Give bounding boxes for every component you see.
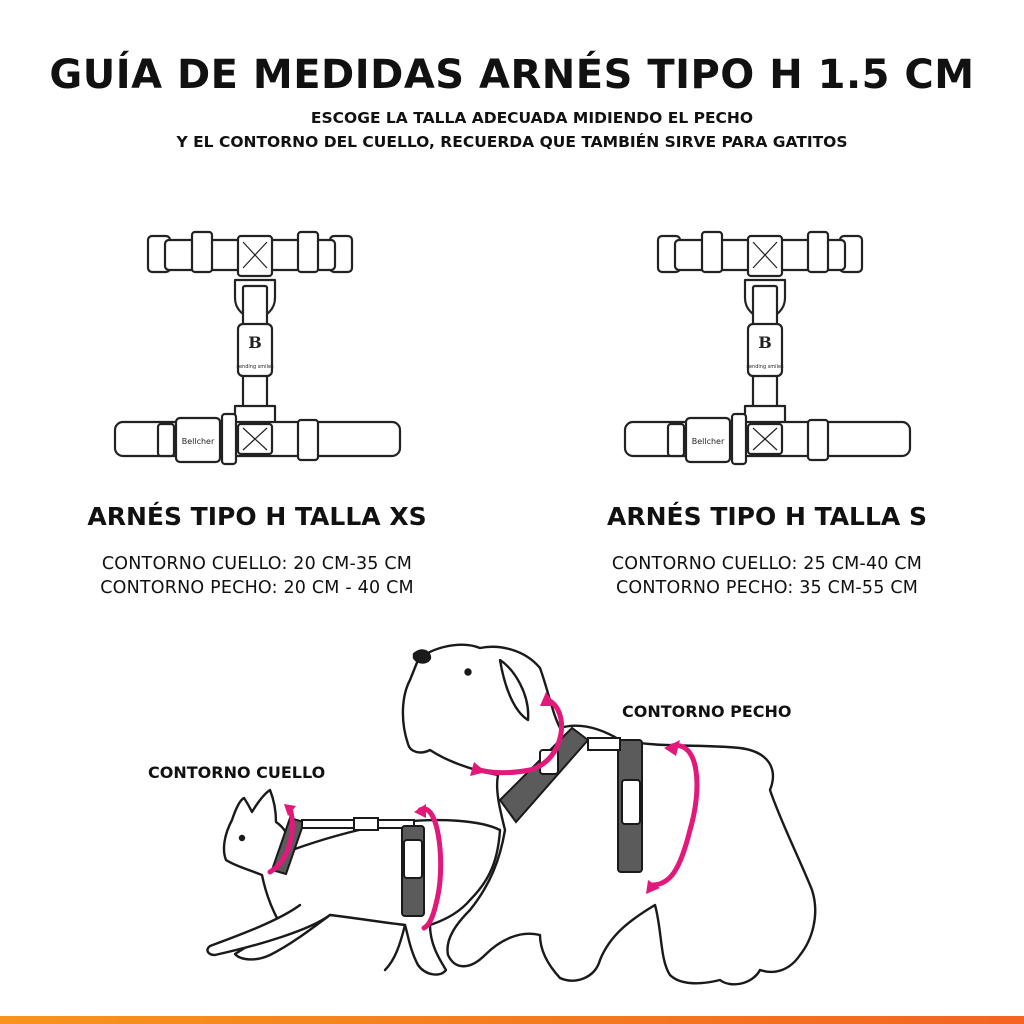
- size-xs-title: ARNÉS TIPO H TALLA XS: [87, 502, 427, 531]
- buckle-brand-text: Bellcher: [691, 437, 725, 446]
- size-s-chest: CONTORNO PECHO: 35 CM-55 CM: [615, 578, 919, 598]
- svg-text:B: B: [758, 333, 772, 352]
- neck-label: CONTORNO CUELLO: [148, 763, 326, 782]
- buckle-brand-text: Bellcher: [181, 437, 215, 446]
- dog-outline: [403, 645, 815, 985]
- subtitle-line-1: ESCOGE LA TALLA ADECUADA MIDIENDO EL PECHO: [310, 109, 754, 127]
- harness-xs-illustration: [110, 224, 410, 474]
- subtitle-line-2: Y EL CONTORNO DEL CUELLO, RECUERDA QUE TAMBIÉN SIRVE PARA GATITOS: [176, 133, 848, 151]
- svg-text:B: B: [248, 333, 262, 352]
- size-xs-chest: CONTORNO PECHO: 20 CM - 40 CM: [100, 578, 414, 598]
- page-subtitle: [0, 106, 1024, 154]
- size-s-title: ARNÉS TIPO H TALLA S: [607, 502, 927, 531]
- size-s-neck: CONTORNO CUELLO: 25 CM-40 CM: [611, 554, 923, 574]
- harness-tag-text: sending smiles: [746, 364, 784, 370]
- page-title: GUÍA DE MEDIDAS ARNÉS TIPO H 1.5 CM: [49, 52, 975, 98]
- harness-s-illustration: [620, 224, 920, 474]
- harness-tag-text: sending smiles: [236, 364, 274, 370]
- size-xs-neck: CONTORNO CUELLO: 20 CM-35 CM: [101, 554, 413, 574]
- bottom-accent-bar: [0, 1016, 1024, 1024]
- pets-measurement-illustration: [0, 630, 1024, 1010]
- chest-label: CONTORNO PECHO: [622, 702, 792, 721]
